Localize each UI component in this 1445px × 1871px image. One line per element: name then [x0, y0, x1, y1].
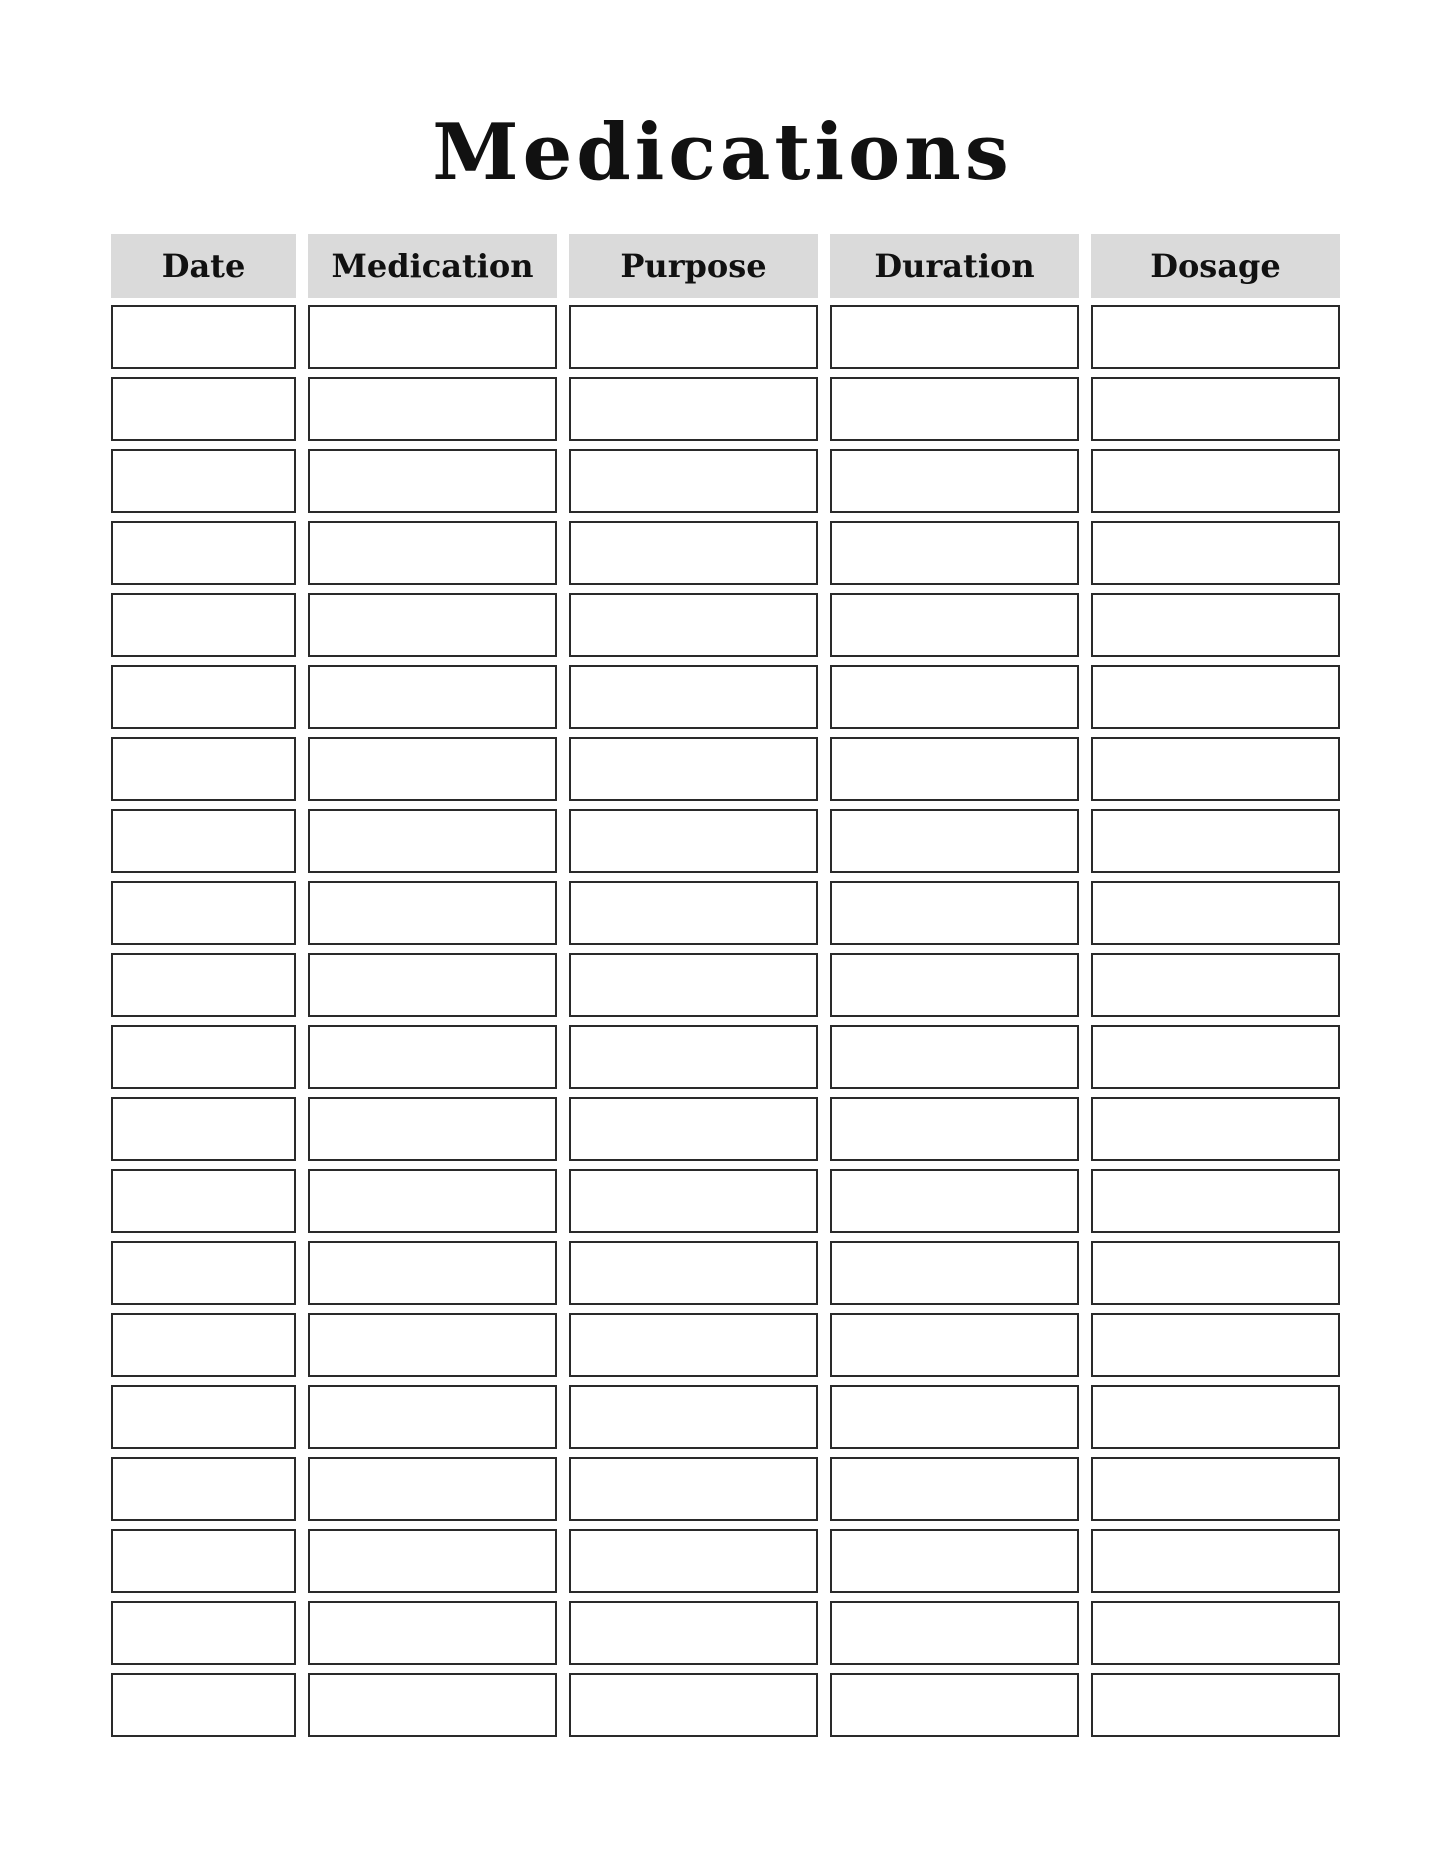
- dosage-entry-field[interactable]: [1091, 1313, 1340, 1377]
- duration-entry-field[interactable]: [830, 1313, 1079, 1377]
- purpose-entry-field[interactable]: [569, 737, 818, 801]
- column-header-duration: Duration: [830, 234, 1079, 298]
- duration-entry-field[interactable]: [830, 1457, 1079, 1521]
- dosage-entry-field[interactable]: [1091, 593, 1340, 657]
- medication-entry-field[interactable]: [308, 377, 557, 441]
- purpose-entry-field[interactable]: [569, 1529, 818, 1593]
- date-entry-field[interactable]: [111, 1601, 296, 1665]
- medication-entry-field[interactable]: [308, 593, 557, 657]
- medication-entry-field[interactable]: [308, 1313, 557, 1377]
- duration-entry-field[interactable]: [830, 1601, 1079, 1665]
- dosage-entry-field[interactable]: [1091, 1169, 1340, 1233]
- dosage-entry-field[interactable]: [1091, 1529, 1340, 1593]
- purpose-entry-field[interactable]: [569, 377, 818, 441]
- date-entry-field[interactable]: [111, 1241, 296, 1305]
- dosage-entry-field[interactable]: [1091, 881, 1340, 945]
- medications-table: [111, 234, 1338, 1745]
- purpose-entry-field[interactable]: [569, 305, 818, 369]
- date-entry-field[interactable]: [111, 1169, 296, 1233]
- dosage-entry-field[interactable]: [1091, 449, 1340, 513]
- date-entry-field[interactable]: [111, 1673, 296, 1737]
- medication-entry-field[interactable]: [308, 1025, 557, 1089]
- duration-entry-field[interactable]: [830, 1169, 1079, 1233]
- medication-entry-field[interactable]: [308, 1241, 557, 1305]
- purpose-entry-field[interactable]: [569, 1673, 818, 1737]
- duration-entry-field[interactable]: [830, 1673, 1079, 1737]
- purpose-entry-field[interactable]: [569, 1241, 818, 1305]
- medication-entry-field[interactable]: [308, 665, 557, 729]
- purpose-entry-field[interactable]: [569, 1097, 818, 1161]
- purpose-entry-field[interactable]: [569, 1601, 818, 1665]
- duration-entry-field[interactable]: [830, 1097, 1079, 1161]
- page-title: Medications: [432, 107, 1013, 198]
- dosage-entry-field[interactable]: [1091, 377, 1340, 441]
- medication-entry-field[interactable]: [308, 305, 557, 369]
- medication-entry-field[interactable]: [308, 521, 557, 585]
- date-entry-field[interactable]: [111, 881, 296, 945]
- purpose-entry-field[interactable]: [569, 1385, 818, 1449]
- medication-entry-field[interactable]: [308, 809, 557, 873]
- duration-entry-field[interactable]: [830, 1241, 1079, 1305]
- date-entry-field[interactable]: [111, 1025, 296, 1089]
- purpose-entry-field[interactable]: [569, 449, 818, 513]
- purpose-entry-field[interactable]: [569, 665, 818, 729]
- dosage-entry-field[interactable]: [1091, 1241, 1340, 1305]
- dosage-entry-field[interactable]: [1091, 737, 1340, 801]
- duration-entry-field[interactable]: [830, 377, 1079, 441]
- column-header-purpose: Purpose: [569, 234, 818, 298]
- date-entry-field[interactable]: [111, 449, 296, 513]
- date-entry-field[interactable]: [111, 521, 296, 585]
- date-entry-field[interactable]: [111, 1385, 296, 1449]
- dosage-entry-field[interactable]: [1091, 521, 1340, 585]
- duration-entry-field[interactable]: [830, 593, 1079, 657]
- date-entry-field[interactable]: [111, 665, 296, 729]
- duration-entry-field[interactable]: [830, 1025, 1079, 1089]
- date-entry-field[interactable]: [111, 1097, 296, 1161]
- date-entry-field[interactable]: [111, 809, 296, 873]
- medication-entry-field[interactable]: [308, 1385, 557, 1449]
- date-entry-field[interactable]: [111, 377, 296, 441]
- dosage-entry-field[interactable]: [1091, 1385, 1340, 1449]
- duration-entry-field[interactable]: [830, 305, 1079, 369]
- purpose-entry-field[interactable]: [569, 953, 818, 1017]
- duration-entry-field[interactable]: [830, 1529, 1079, 1593]
- purpose-entry-field[interactable]: [569, 1025, 818, 1089]
- medication-entry-field[interactable]: [308, 1673, 557, 1737]
- dosage-entry-field[interactable]: [1091, 1601, 1340, 1665]
- date-entry-field[interactable]: [111, 593, 296, 657]
- date-entry-field[interactable]: [111, 1313, 296, 1377]
- medication-entry-field[interactable]: [308, 881, 557, 945]
- duration-entry-field[interactable]: [830, 809, 1079, 873]
- dosage-entry-field[interactable]: [1091, 1097, 1340, 1161]
- medication-entry-field[interactable]: [308, 1529, 557, 1593]
- purpose-entry-field[interactable]: [569, 1169, 818, 1233]
- dosage-entry-field[interactable]: [1091, 809, 1340, 873]
- purpose-entry-field[interactable]: [569, 1457, 818, 1521]
- column-header-medication: Medication: [308, 234, 557, 298]
- purpose-entry-field[interactable]: [569, 521, 818, 585]
- date-entry-field[interactable]: [111, 1457, 296, 1521]
- dosage-entry-field[interactable]: [1091, 1673, 1340, 1737]
- dosage-entry-field[interactable]: [1091, 953, 1340, 1017]
- purpose-entry-field[interactable]: [569, 809, 818, 873]
- date-entry-field[interactable]: [111, 305, 296, 369]
- purpose-entry-field[interactable]: [569, 881, 818, 945]
- medication-entry-field[interactable]: [308, 1169, 557, 1233]
- medication-entry-field[interactable]: [308, 953, 557, 1017]
- duration-entry-field[interactable]: [830, 521, 1079, 585]
- dosage-entry-field[interactable]: [1091, 305, 1340, 369]
- column-header-date: Date: [111, 234, 296, 298]
- medication-entry-field[interactable]: [308, 449, 557, 513]
- column-header-dosage: Dosage: [1091, 234, 1340, 298]
- medication-entry-field[interactable]: [308, 1457, 557, 1521]
- duration-entry-field[interactable]: [830, 1385, 1079, 1449]
- dosage-entry-field[interactable]: [1091, 665, 1340, 729]
- purpose-entry-field[interactable]: [569, 593, 818, 657]
- duration-entry-field[interactable]: [830, 737, 1079, 801]
- medication-entry-field[interactable]: [308, 1097, 557, 1161]
- duration-entry-field[interactable]: [830, 665, 1079, 729]
- duration-entry-field[interactable]: [830, 449, 1079, 513]
- duration-entry-field[interactable]: [830, 953, 1079, 1017]
- date-entry-field[interactable]: [111, 737, 296, 801]
- date-entry-field[interactable]: [111, 1529, 296, 1593]
- medication-entry-field[interactable]: [308, 1601, 557, 1665]
- purpose-entry-field[interactable]: [569, 1313, 818, 1377]
- dosage-entry-field[interactable]: [1091, 1025, 1340, 1089]
- date-entry-field[interactable]: [111, 953, 296, 1017]
- dosage-entry-field[interactable]: [1091, 1457, 1340, 1521]
- duration-entry-field[interactable]: [830, 881, 1079, 945]
- medication-entry-field[interactable]: [308, 737, 557, 801]
